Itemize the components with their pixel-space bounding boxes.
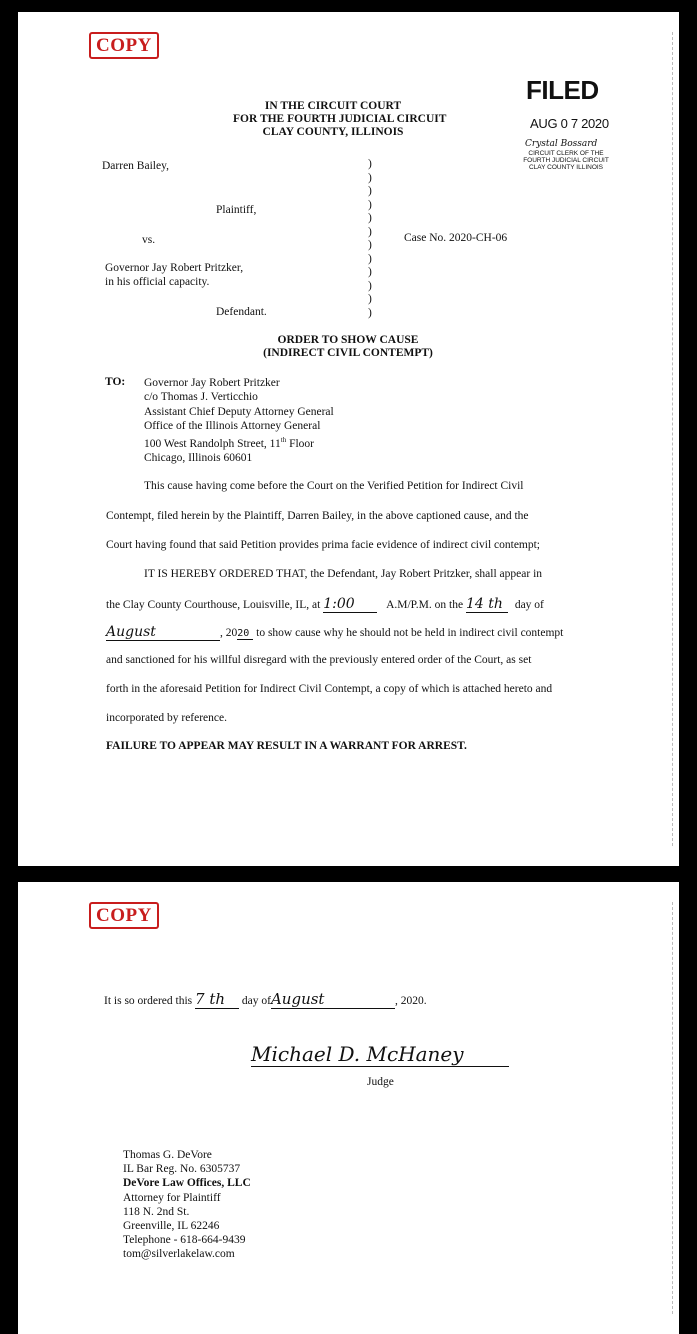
plaintiff-name: Darren Bailey, xyxy=(102,160,169,172)
judge-signature: Michael D. McHaney xyxy=(251,1042,509,1067)
ordered-date-line: It is so ordered this 7 th day ofAugust , 2020. xyxy=(104,990,427,1008)
document-page-2 xyxy=(18,882,679,1334)
defendant-name: Governor Jay Robert Pritzker, xyxy=(105,262,244,274)
handwritten-day: 14 th xyxy=(466,596,508,613)
defendant-role: Defendant. xyxy=(216,306,267,318)
attorney-name: Thomas G. DeVore xyxy=(123,1149,212,1161)
body-para1-line2: Contempt, filed herein by the Plaintiff, Darren Bailey, in the above captioned cause, and the xyxy=(106,510,529,522)
clerk-title-line3: CLAY COUNTY ILLINOIS xyxy=(528,164,604,171)
clerk-title xyxy=(516,150,616,171)
clerk-signature: Crystal Bossard xyxy=(525,139,598,149)
court-heading-line2: FOR THE FOURTH JUDICIAL CIRCUIT xyxy=(233,113,447,125)
attorney-city: Greenville, IL 62246 xyxy=(123,1220,220,1233)
addressee-line: Governor Jay Robert Pritzker xyxy=(144,377,280,389)
body-para1-line1: This cause having come before the Court on the Verified Petition for Indirect Civil xyxy=(144,480,524,492)
body-para2-line4: and sanctioned for his willful disregard with the previously entered order of the Court, as set xyxy=(106,654,532,666)
body-para2-line5: forth in the aforesaid Petition for Indirect Civil Contempt, a copy of which is attached hereto and xyxy=(106,683,553,695)
judge-label: Judge xyxy=(367,1076,394,1088)
attorney-street: 118 N. 2nd St. xyxy=(123,1205,190,1218)
addressee-line: Chicago, Illinois 60601 xyxy=(144,452,253,465)
page-edge-scan-line xyxy=(671,902,673,1314)
handwritten-year: 20 xyxy=(237,628,253,640)
body-para2-line6: incorporated by reference. xyxy=(106,712,227,724)
clerk-title-line1: CIRCUIT CLERK OF THE xyxy=(528,150,604,157)
addressee-block xyxy=(144,376,334,466)
arrest-warning: FAILURE TO APPEAR MAY RESULT IN A WARRANT FOR ARREST. xyxy=(106,740,467,752)
addressee-line: c/o Thomas J. Verticchio xyxy=(144,391,258,404)
court-heading-line3: CLAY COUNTY, ILLINOIS xyxy=(262,126,404,138)
order-title-line1: ORDER TO SHOW CAUSE xyxy=(277,334,419,346)
body-para1-line3: Court having found that said Petition provides prima facie evidence of indirect civil contempt; xyxy=(106,539,541,551)
court-heading xyxy=(233,100,447,139)
order-title-line2: (INDIRECT CIVIL CONTEMPT) xyxy=(263,347,433,359)
case-number: Case No. 2020-CH-06 xyxy=(404,232,508,244)
addressee-street: 100 West Randolph Street, 11th Floor xyxy=(144,436,314,451)
handwritten-order-month: August xyxy=(271,990,395,1009)
attorney-email: tom@silverlakelaw.com xyxy=(123,1248,235,1261)
caption-parenthesis-column: ) ) ) ) ) ) ) ) ) ) ) ) xyxy=(368,158,372,319)
handwritten-time: 1:00 xyxy=(323,596,377,613)
body-para2-line1: IT IS HEREBY ORDERED THAT, the Defendant, Jay Robert Pritzker, shall appear in xyxy=(144,568,543,580)
document-page-1 xyxy=(18,12,679,866)
addressee-line: Assistant Chief Deputy Attorney General xyxy=(144,405,334,418)
attorney-phone: Telephone - 618-664-9439 xyxy=(123,1234,246,1247)
to-label: TO: xyxy=(105,376,126,388)
attorney-block xyxy=(123,1148,251,1262)
copy-stamp: COPY xyxy=(89,32,159,59)
home-indicator-bar[interactable] xyxy=(224,1313,474,1320)
handwritten-month: August xyxy=(106,624,220,641)
defendant-capacity: in his official capacity. xyxy=(105,276,210,288)
filed-stamp-date: AUG 0 7 2020 xyxy=(530,116,609,131)
body-para2-line2: the Clay County Courthouse, Louisville, IL, at 1:00 A.M/P.M. on the 14 th day of xyxy=(106,596,544,612)
page-edge-scan-line xyxy=(671,32,673,846)
copy-stamp: COPY xyxy=(89,902,159,929)
court-heading-line1: IN THE CIRCUIT COURT xyxy=(264,100,402,112)
order-title xyxy=(233,334,463,360)
plaintiff-role: Plaintiff, xyxy=(216,204,257,216)
versus-label: vs. xyxy=(142,234,156,246)
attorney-role: Attorney for Plaintiff xyxy=(123,1191,221,1204)
attorney-bar-number: IL Bar Reg. No. 6305737 xyxy=(123,1163,241,1176)
body-para2-line3: August , 2020 to show cause why he should not be held in indirect civil contempt xyxy=(106,624,564,640)
handwritten-order-day: 7 th xyxy=(195,990,239,1009)
filed-stamp-title: FILED xyxy=(526,75,599,105)
addressee-line: Office of the Illinois Attorney General xyxy=(144,419,321,432)
attorney-firm: DeVore Law Offices, LLC xyxy=(123,1177,251,1190)
clerk-title-line2: FOURTH JUDICIAL CIRCUIT xyxy=(523,157,609,164)
